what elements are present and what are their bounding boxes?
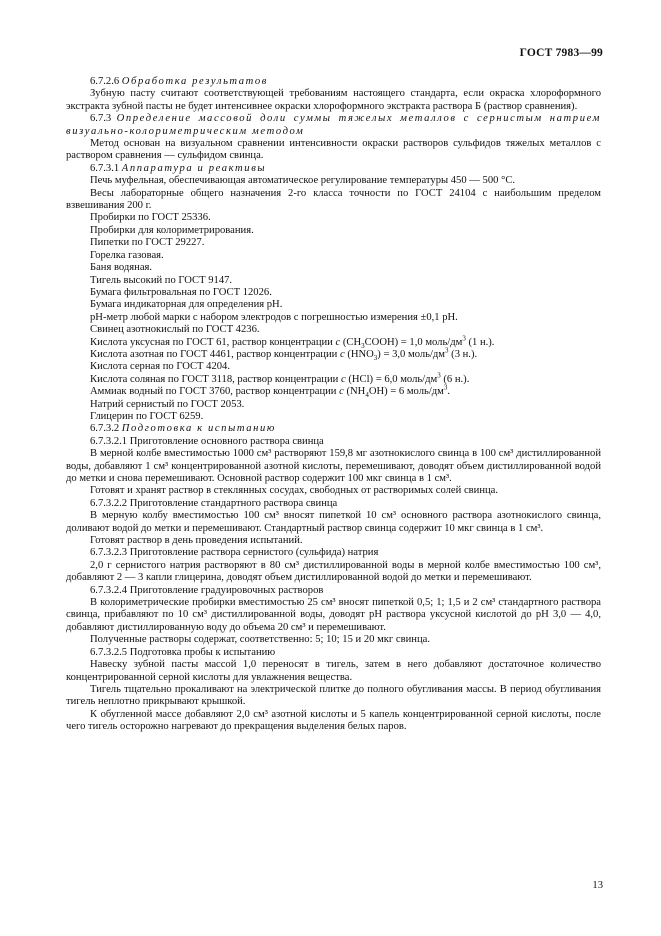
equipment-item: Тигель высокий по ГОСТ 9147. (90, 274, 233, 286)
equipment-item: Горелка газовая. (90, 249, 164, 261)
paragraph: Готовят раствор в день проведения испытаний. (90, 535, 303, 547)
paragraph: Готовят и хранят раствор в стеклянных сосудах, свободных от растворимых солей свинца. (90, 485, 499, 497)
equipment-item: Глицерин по ГОСТ 6259. (90, 410, 204, 422)
paragraph: В мерную колбу вместимостью 100 см³ вносят пипеткой 10 см³ основного раствора азотнокислого свинца, доливают водой до метки и перемешивают. Стандартный раствор свинца содержит 10 мкг свинца в 1 см³. (66, 510, 601, 534)
section-heading-6-7-3-1: 6.7.3.1 Аппаратура и реактивы (90, 162, 267, 174)
paragraph: В колориметрические пробирки вместимостью 25 см³ вносят пипеткой 0,5; 1; 1,5 и 2 см³ стандартного раствора свинца, прибавляют по 10 см³ дистиллированной воды, доводят рН раствора уксусной кислотой до рН 3,0 — 4,0, добавляют дистиллированную воду до объема 20 см³ и перемешивают. (66, 597, 601, 633)
paragraph: К обугленной массе добавляют 2,0 см³ азотной кислоты и 5 капель концентрированной серной кислоты, после чего тигель осторожно нагревают до прекращения выделения белых паров. (66, 708, 601, 733)
paragraph: Тигель тщательно прокаливают на электрической плитке до полного обугливания массы. В период обугливания тигель неплотно прикрывают крышкой. (66, 683, 601, 708)
equipment-item: Весы лабораторные общего назначения 2-го класса точности по ГОСТ 24104 с наибольшим пределом взвешивания 200 г. (66, 187, 601, 212)
equipment-item: Бумага индикаторная для определения рН. (90, 299, 283, 311)
equipment-item: Свинец азотнокислый по ГОСТ 4236. (90, 324, 260, 336)
section-heading-6-7-3: 6.7.3 Определение массовой доли суммы тяжелых металлов с сернистым натрием визуально-колориметрическим методом (66, 113, 602, 137)
document-header: ГОСТ 7983—99 (519, 47, 603, 59)
equipment-item: Бумага фильтровальная по ГОСТ 12026. (90, 286, 272, 298)
subsection-heading: 6.7.3.2.3 Приготовление раствора сернистого (сульфида) натрия (90, 547, 379, 559)
section-heading-6-7-3-2: 6.7.3.2 Подготовка к испытанию (90, 423, 276, 435)
equipment-item: Кислота серная по ГОСТ 4204. (90, 361, 230, 373)
subsection-heading: 6.7.3.2.2 Приготовление стандартного раствора свинца (90, 497, 338, 509)
equipment-item-ammonia: Аммиак водный по ГОСТ 3760, раствор концентрации c $(NH_4OH) = 6$ моль/$дм^3$. (90, 383, 451, 400)
equipment-item: Пипетки по ГОСТ 29227. (90, 237, 205, 249)
equipment-item: Пробирки по ГОСТ 25336. (90, 212, 211, 224)
subsection-heading: 6.7.3.2.4 Приготовление градуировочных растворов (90, 584, 324, 596)
subsection-heading: 6.7.3.2.5 Подготовка пробы к испытанию (90, 646, 276, 658)
equipment-item-hydrochloric-acid: Кислота соляная по ГОСТ 3118, раствор концентрации c (HCl) = 6,0 моль/$дм^3$ (6 н.). (90, 371, 470, 385)
paragraph: Зубную пасту считают соответствующей требованиям настоящего стандарта, если окраска хлороформного экстракта зубной пасты не будет интенсивнее окраски хлороформного экстракта раствора Б (раствор сравнения). (66, 88, 601, 112)
subsection-heading: 6.7.3.2.1 Приготовление основного раствора свинца (90, 435, 324, 447)
equipment-item: Пробирки для колориметрирования. (90, 224, 254, 236)
section-heading-6-7-2-6: 6.7.2.6 Обработка результатов (90, 76, 269, 87)
equipment-item-nitric-acid: Кислота азотная по ГОСТ 4461, раствор концентрации c $(HNO_3) = 3,0$ моль/$дм^3$ (3 н.). (90, 346, 478, 363)
paragraph: 2,0 г сернистого натрия растворяют в 80 см³ дистиллированной воды в мерной колбе вместимостью 100 см³, добавляют 2 — 3 капли глицерина, доводят объем дистиллированной водой до метки и перемешивают. (66, 559, 601, 584)
document-body (66, 76, 601, 734)
equipment-item: Печь муфельная, обеспечивающая автоматическое регулирование температуры 450 — 500 °С. (90, 175, 516, 187)
paragraph: Навеску зубной пасты массой 1,0 переносят в тигель, затем в него добавляют достаточное количество концентрированной серной кислоты для увлажнения вещества. (66, 659, 601, 683)
page-number: 13 (592, 880, 603, 891)
paragraph: Метод основан на визуальном сравнении интенсивности окраски растворов сульфидов тяжелых металлов с раствором сравнения — сульфидом свинца. (66, 138, 601, 162)
equipment-item: рН-метр любой марки с набором электродов с погрешностью измерения ±0,1 рН. (90, 311, 458, 323)
equipment-item-acetic-acid: Кислота уксусная по ГОСТ 61, раствор концентрации c $(CH_3COOH) = 1,0$ моль/$дм^3$ (1 н.). (90, 334, 495, 350)
paragraph: В мерной колбе вместимостью 1000 см³ растворяют 159,8 мг азотнокислого свинца в 100 см³ дистиллированной воды, добавляют 1 см³ концентрированной азотной кислоты, перемешивают, доводят объем дистиллированной водой до метки и снова перемешивают. Основной раствор содержит 100 мкг свинца в 1 см³. (66, 448, 601, 484)
paragraph: Полученные растворы содержат, соответственно: 5; 10; 15 и 20 мкг свинца. (90, 634, 430, 646)
equipment-item: Баня водяная. (90, 262, 153, 274)
equipment-item: Натрий сернистый по ГОСТ 2053. (90, 398, 245, 410)
